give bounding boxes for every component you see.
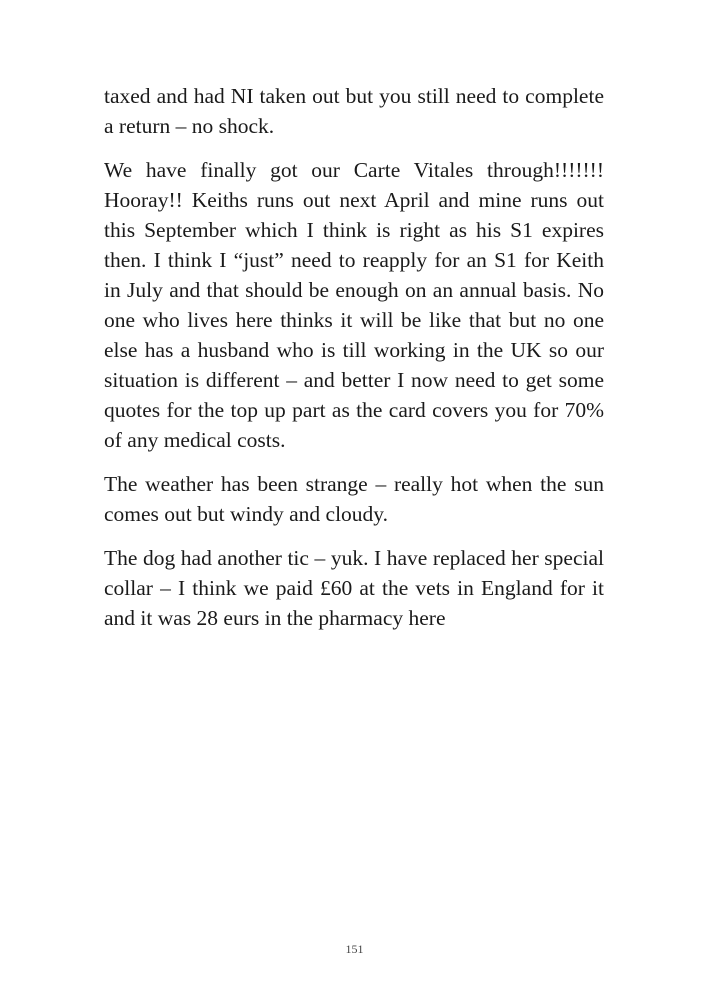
paragraph-carte-vitale: We have finally got our Carte Vitales through!!!!!!! Hooray!! Keiths runs out next April and mine runs out this September which I think is right as his S1 expires then. I think I “just” need to reapply for an S1 for Keith in July and that should be enough on an annual basis. No one who lives here thinks it will be like that but no one else has a husband who is till working in the UK so our situation is different – and better I now need to get some quotes for the top up part as the card covers you for 70% of any medical costs.: [104, 158, 604, 452]
paragraph-dog-tick: The dog had another tic – yuk. I have replaced her special collar – I think we paid £60 at the vets in England for it and it was 28 eurs in the pharmacy here: [104, 546, 604, 630]
body-text: [104, 81, 604, 647]
paragraph-tax-return: taxed and had NI taken out but you still need to complete a return – no shock.: [104, 84, 604, 138]
page-number: 151: [345, 942, 364, 956]
paragraph-weather: The weather has been strange – really hot when the sun comes out but windy and cloudy.: [104, 472, 604, 526]
